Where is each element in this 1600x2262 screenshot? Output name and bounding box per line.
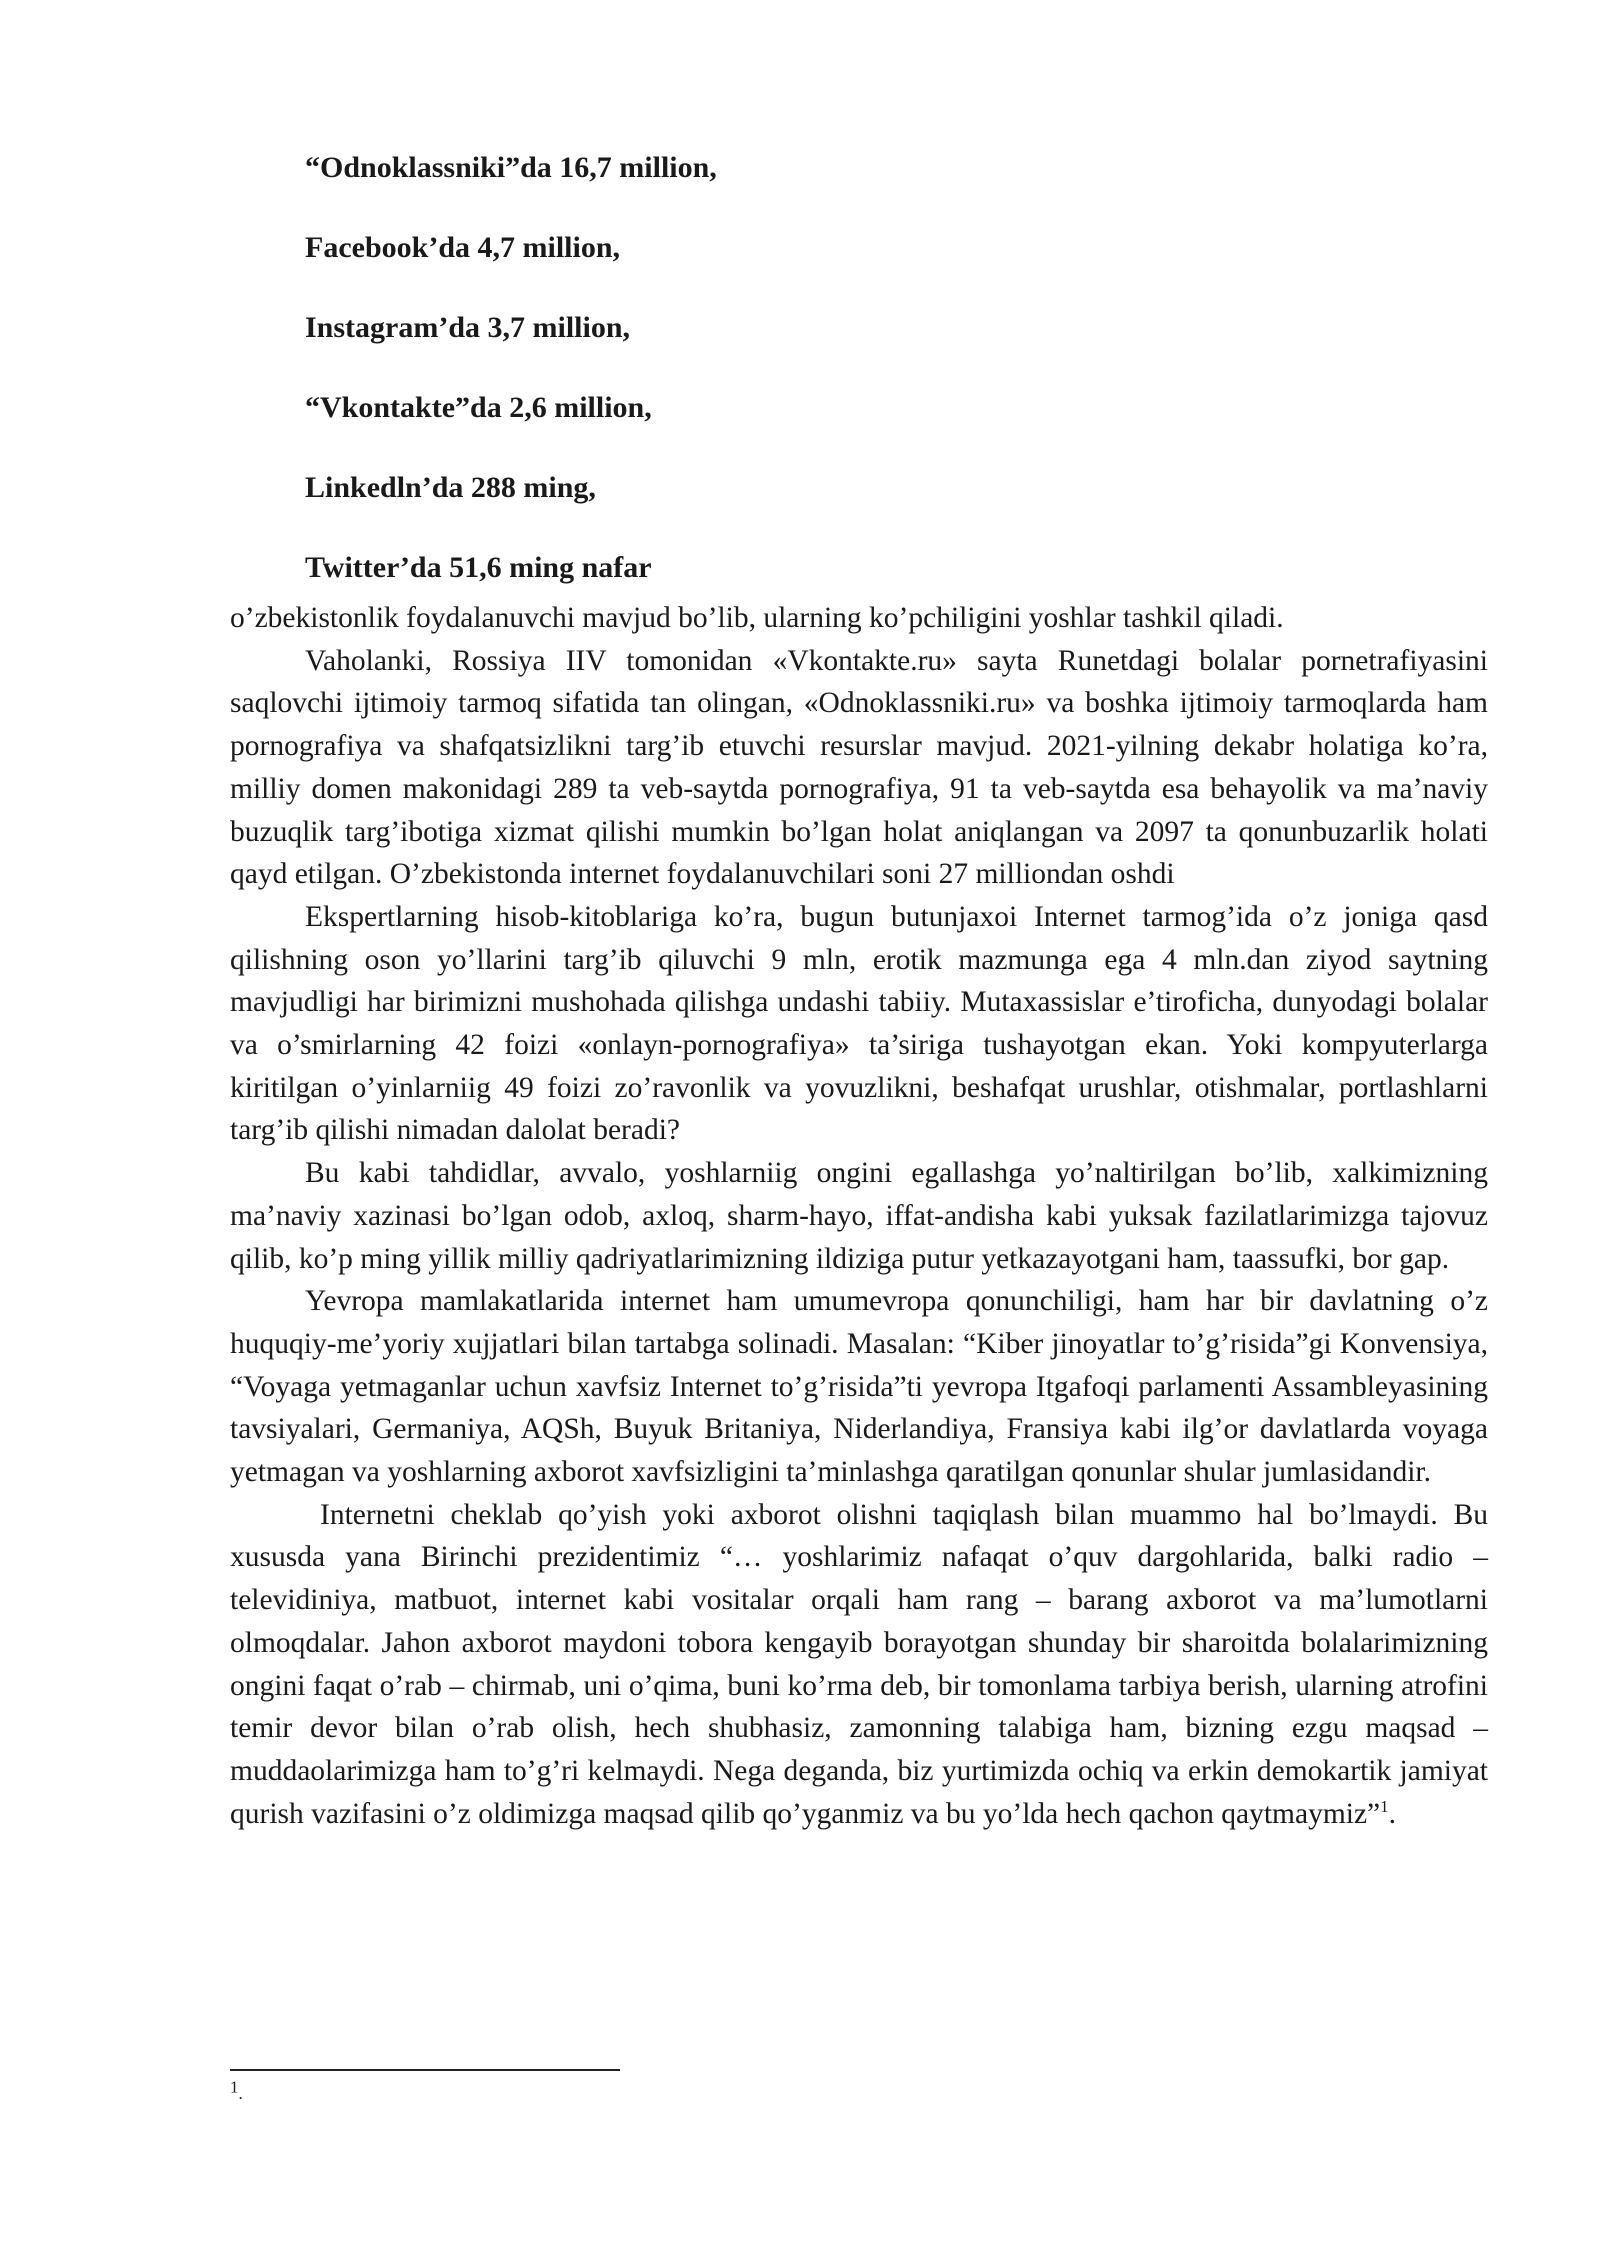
stat-odnoklassniki: “Odnoklassniki”da 16,7 million,	[305, 151, 717, 184]
paragraph: Yevropa mamlakatlarida internet ham umumevropa qonunchiligi, ham har bir davlatning o’z huquqiy-me’yoriy xujjatlari bilan tartabga solinadi. Masalan: “Kiber jinoyatlar to’g’risida”gi Konvensiya, “Voyaga yetmaganlar uchun xavfsiz Internet to’g’risida”ti yevropa Itgafoqi parlamenti Assambleyasining tavsiyalari, Germaniya, AQSh, Buyuk Britaniya, Niderlandiya, Fransiya kabi ilg’or davlatlarda voyaga yetmagan va yoshlarning axborot xavfsizligini ta’minlashga qaratilgan qonunlar shular jumlasidandir.	[230, 1285, 1488, 1489]
paragraph: Ekspertlarning hisob-kitoblariga ko’ra, bugun butunjaxoi Internet tarmog’ida o’z joniga qasd qilishning oson yo’llarini targ’ib qiluvchi 9 mln, erotik mazmunga ega 4 mln.dan ziyod saytning mavjudligi har birimizni mushohada qilishga undashi tabiiy. Mutaxassislar e’tiroficha, dunyodagi bolalar va o’smirlarning 42 foizi «onlayn-pornografiya» ta’siriga tushayotgan ekan. Yoki kompyuterlarga kiritilgan o’yinlarniig 49 foizi zo’ravonlik va yovuzlikni, beshafqat urushlar, otishmalar, portlashlarni targ’ib qilishi nimadan dalolat beradi?	[230, 900, 1488, 1147]
paragraph-end: .	[1388, 1797, 1397, 1830]
paragraph: o’zbekistonlik foydalanuvchi mavjud bo’lib, ularning ko’pchiligini yoshlar tashkil qiladi.	[230, 602, 1284, 634]
footnote-number: 1	[230, 2077, 239, 2097]
paragraph-text: Internetni cheklab qo’yish yoki axborot olishni taqiqlash bilan muammo hal bo’lmaydi. Bu xususda yana Birinchi prezidentimiz “… yoshlarimiz nafaqat o’quv dargohlarida, balki radio – televidiniya, matbuot, internet kabi vositalar orqali ham rang – barang axborot va ma’lumotlarni olmoqdalar. Jahon axborot maydoni tobora kengayib borayotgan shunday bir sharoitda bolalarimizning ongini faqat o’rab – chirmab, uni o’qima, buni ko’rma deb, bir tomonlama tarbiya berish, ularning atrofini temir devor bilan o’rab olish, hech shubhasiz, zamonning talabiga ham, bizning ezgu maqsad – muddaolarimizga ham to’g’ri kelmaydi. Nega deganda, biz yurtimizda ochiq va erkin demokartik jamiyat qurish vazifasini o’z oldimizga maqsad qilib qo’yganmiz va bu yo’lda hech qachon qaytmaymiz”	[230, 1498, 1488, 1830]
footnote-text: .	[238, 2084, 243, 2103]
body-text	[230, 597, 1488, 1835]
stat-linkedin: Linkedln’da 288 ming,	[305, 471, 596, 504]
stat-vkontakte: “Vkontakte”da 2,6 million,	[305, 391, 652, 424]
paragraph	[230, 1494, 1488, 1836]
footnote	[230, 2077, 243, 2105]
paragraph: Vaholanki, Rossiya IIV tomonidan «Vkontakte.ru» sayta Runetdagi bolalar pornetrafiyasini saqlovchi ijtimoiy tarmoq sifatida tan olingan, «Odnoklassniki.ru» va boshka ijtimoiy tarmoqlarda ham pornografiya va shafqatsizlikni targ’ib etuvchi resurslar mavjud. 2021-yilning dekabr holatiga ko’ra, milliy domen makonidagi 289 ta veb-saytda pornografiya, 91 ta veb-saytda esa behayolik va ma’naviy buzuqlik targ’ibotiga xizmat qilishi mumkin bo’lgan holat aniqlangan va 2097 ta qonunbuzarlik holati qayd etilgan. O’zbekistonda internet foydalanuvchilari soni 27 milliondan oshdi	[230, 644, 1488, 891]
statistics-list	[305, 150, 1405, 586]
stat-instagram: Instagram’da 3,7 million,	[305, 311, 631, 344]
stat-facebook: Facebook’da 4,7 million,	[305, 231, 621, 264]
stat-twitter: Twitter’da 51,6 ming nafar	[305, 551, 652, 584]
paragraph: Bu kabi tahdidlar, avvalo, yoshlarniig ongini egallashga yo’naltirilgan bo’lib, xalkimizning ma’naviy xazinasi bo’lgan odob, axloq, sharm-hayo, iffat-andisha kabi yuksak fazilatlarimizga tajovuz qilib, ko’p ming yillik milliy qadriyatlarimizning ildiziga putur yetkazayotgani ham, taassufki, bor gap.	[230, 1157, 1488, 1275]
footnote-separator	[230, 2069, 620, 2071]
footnote-reference[interactable]: 1	[1380, 1796, 1389, 1816]
